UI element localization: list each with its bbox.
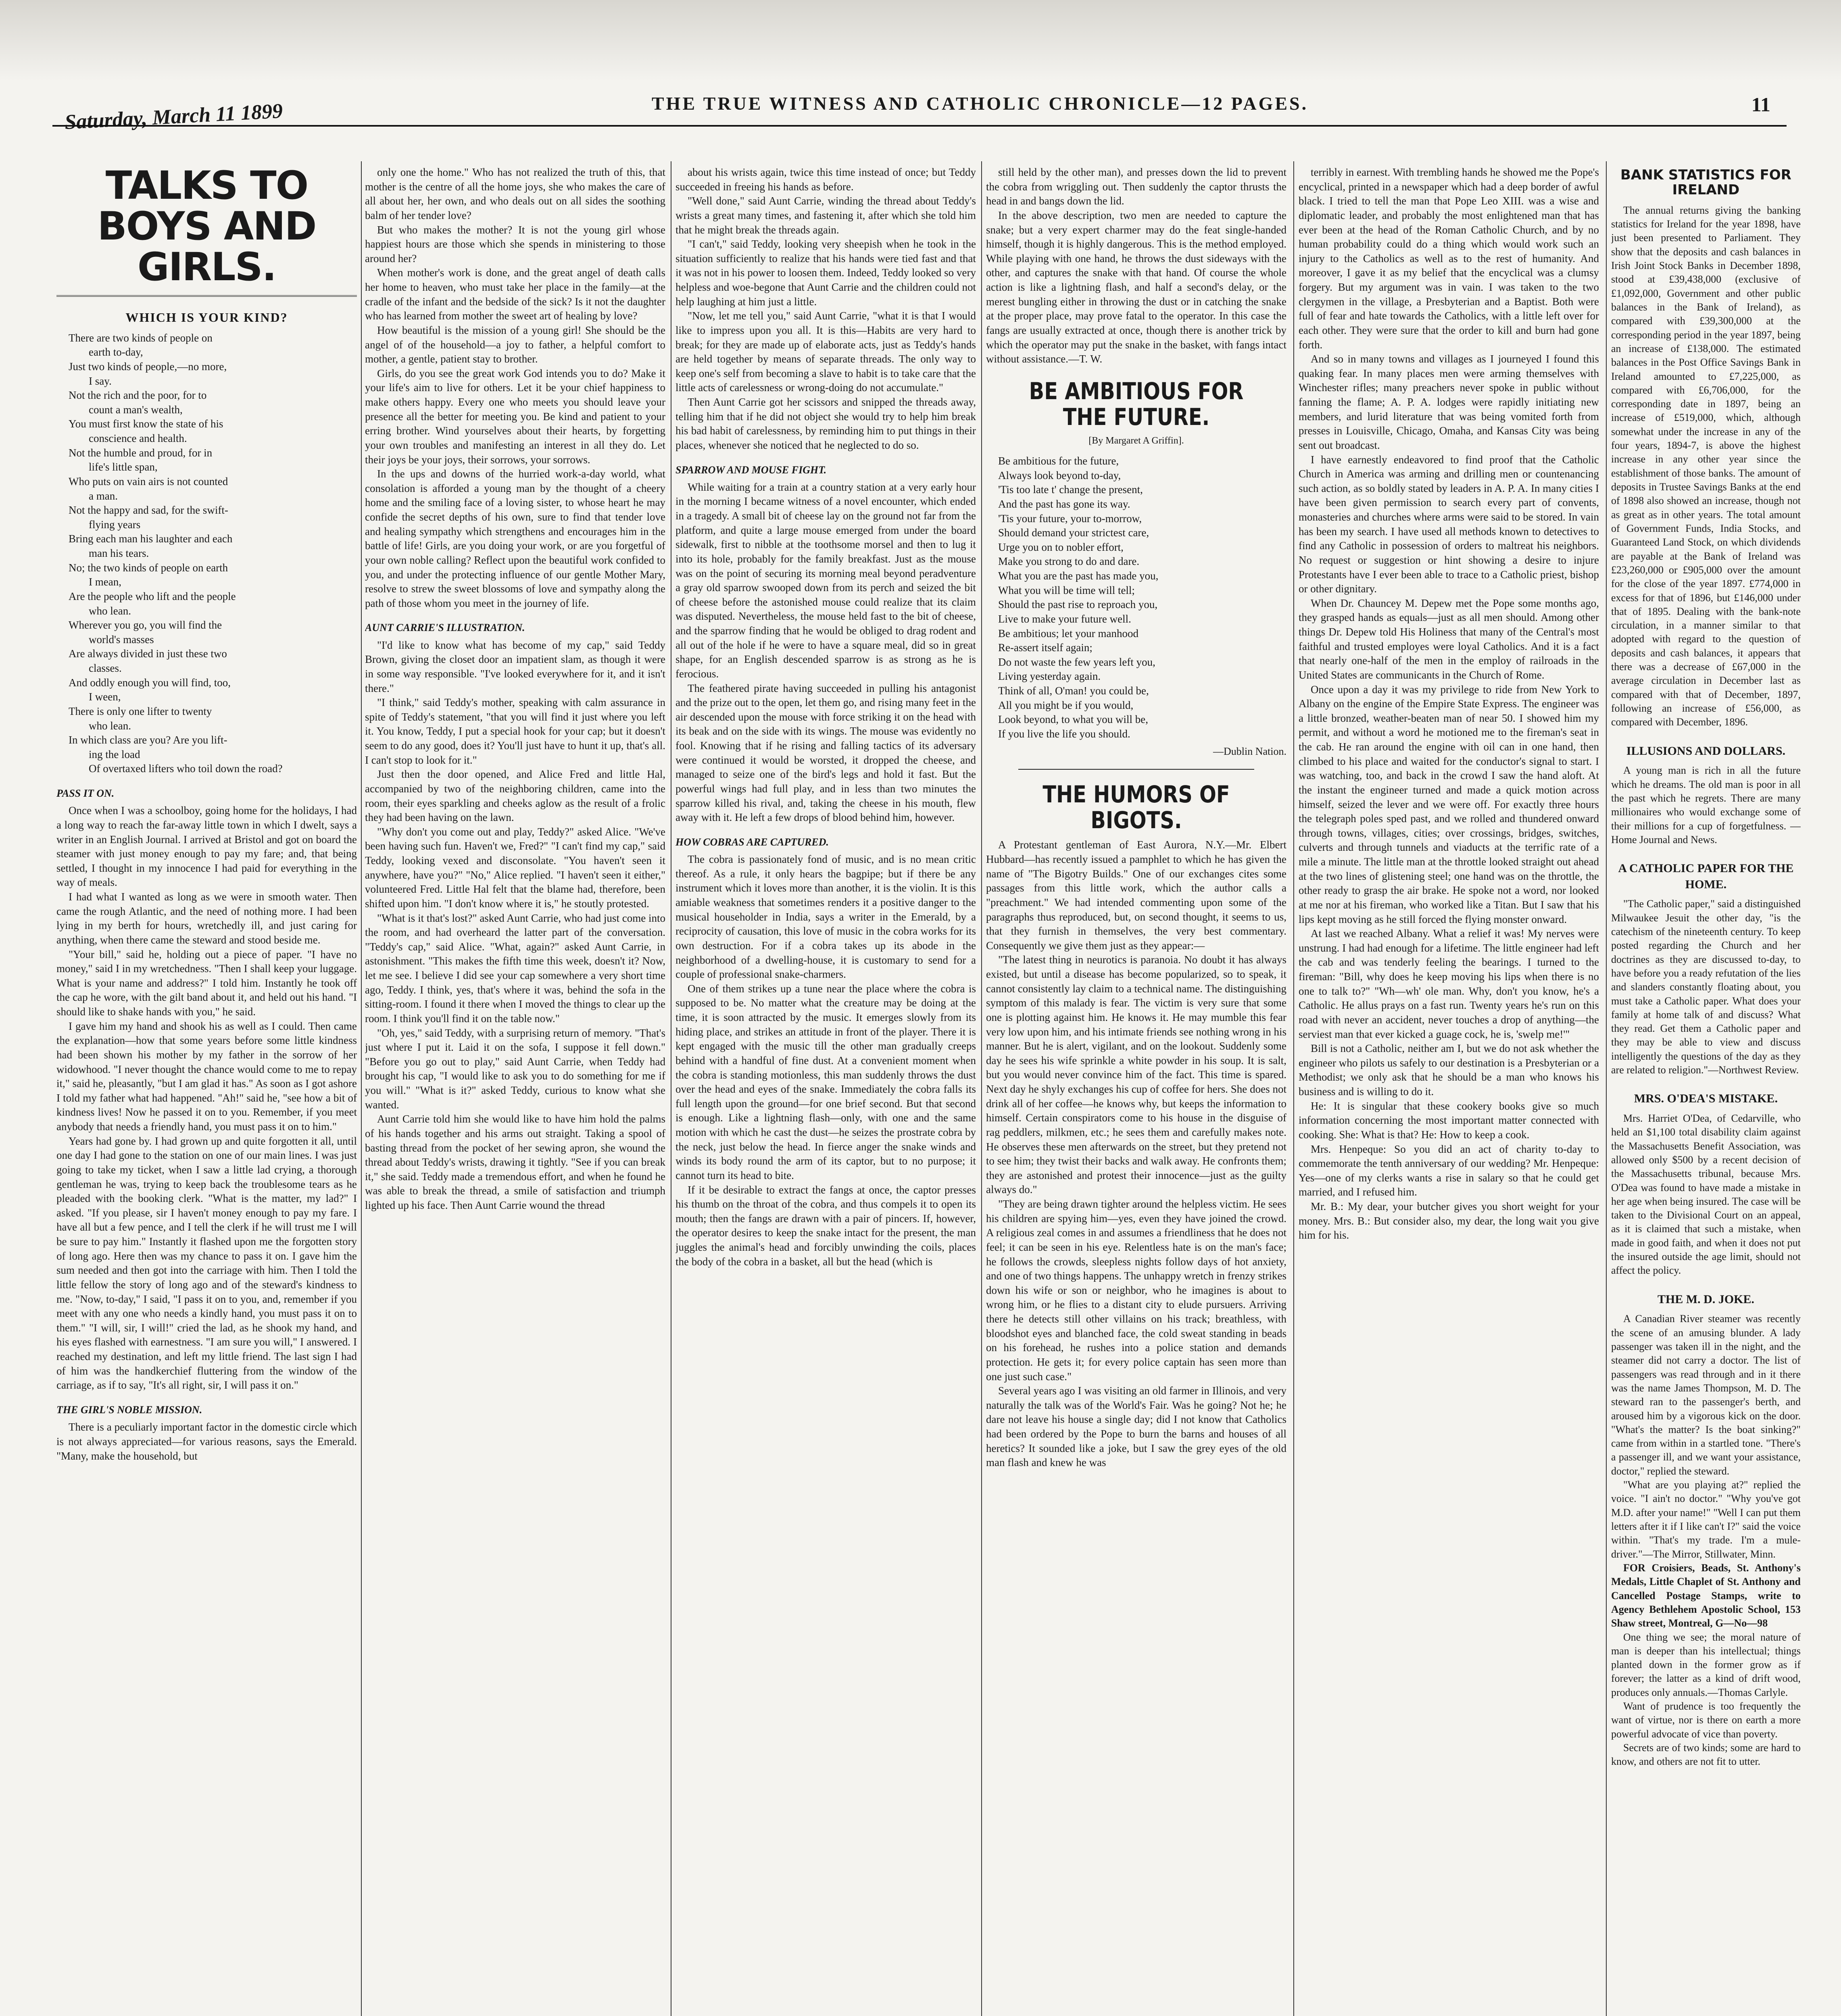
article-paragraph: The annual returns giving the banking statistics for Ireland for the year 1898, have just been presented to Parliament. They show that the deposits and cash balances in Irish Joint Stock Banks in December 1898, stood at £39,438,000 (exclusive of £1,092,000, Government and other public balances in the Bank of Ireland), as compared with £39,300,000 at the corresponding period in the year 1897, being an increase of £138,000. The estimated balances in the Post Office Savings Bank in Ireland amounted to £7,225,000, as compared with £6,706,000, for the corresponding date in 1897, being an increase of £519,000, which, although somewhat under the increase in any of the four years, 1894-7, is above the highest increase in any other year since the establishment of those banks. The amount of deposits in Trustee Savings Banks at the end of 1898 also showed an increase, though not as great as in other years. The total amount of Government Funds, India Stocks, and Guaranteed Land Stock, on which dividends are payable at the Bank of Ireland was £23,260,000 or £905,000 over the amount for the close of the year 1897. £774,000 in excess for that of 1896, but £146,000 under that of 1895. Dealing with the bank-note circulation, in a manner similar to that adopted with regard to the question of deposits and cash balances, it appears that there was a decrease of £67,000 in the average circulation in December last as compared with that of December, 1897, following an increase of £56,000, as compared with December, 1896.: [1611, 204, 1801, 728]
poem-line: Do not waste the few years left you,: [998, 656, 1155, 668]
article-paragraph: "I can't," said Teddy, looking very sheepish when he took in the situation sufficiently to realize that his hands were tied fast and that it was not in his power to loosen them. Indeed, Teddy looked so very helpless and woe-begone that Aunt Carrie and the children could not help laughing at him just a little.: [676, 238, 976, 308]
section-heading: THE GIRL'S NOBLE MISSION.: [56, 1404, 202, 1416]
article-paragraph: One thing we see; the moral nature of man is deeper than his intellectual; things planted down in the former grow as if forever; the latter as a kind of drift wood, produces only annuals.—Thomas Carlyle.: [1611, 1631, 1801, 1698]
poem-line: If you live the life you should.: [998, 727, 1130, 740]
poem-line: flying years: [89, 518, 141, 531]
section-heading: HOW COBRAS ARE CAPTURED.: [676, 836, 829, 848]
column-rule: [361, 161, 362, 2016]
article-paragraph: Bill is not a Catholic, neither am I, but we do not ask whether the engineer who pilots us safely to our destination is a Presbyterian or a Methodist; we only ask that he should be a man who knows his business and is willing to do it.: [1299, 1042, 1599, 1098]
poem-line: Of overtaxed lifters who toil down the road?: [89, 762, 283, 775]
article-paragraph: Secrets are of two kinds; some are hard to know, and others are not fit to utter.: [1611, 1742, 1801, 1768]
section-heading: AUNT CARRIE'S ILLUSTRATION.: [365, 622, 525, 634]
article-paragraph: "I think," said Teddy's mother, speaking with calm assurance in spite of Teddy's statement, "that you will find it just where you left it. You know, Teddy, I put a special hook for your cap; but it doesn't seem to do any good, does it? You'll just have to hunt it up, that's all. I can't stop to look for it.": [365, 696, 665, 766]
article-paragraph: terribly in earnest. With trembling hands he showed me the Pope's encyclical, printed in a newspaper which had a deep border of awful black. I tried to tell the man that Pope Leo XIII. was a wise and diplomatic leader, and probably the most enlightened man that has ever been at the head of the Roman Catholic Church, and by no human probability could do a thing which would work such an injury to the Catholics as well as to the rest of humanity. And moreover, I gave it as my belief that the encyclical was a clumsy forgery. But my argument was in vain. I was taken to the two clergymen in the village, a Presbyterian and a Baptist. Both were full of fear and hate towards the Catholics, with a little left over for each other. They were sure that the order to kill and burn had gone forth.: [1299, 166, 1599, 351]
column-1: [56, 165, 357, 2016]
poem-line: Make you strong to do and dare.: [998, 555, 1140, 568]
poem-line: Wherever you go, you will find the: [69, 619, 222, 631]
article-paragraph: "They are being drawn tighter around the helpless victim. He sees his children are spying him—yes, even they have joined the crowd. A religious zeal comes in and assumes a friendliness that he does not feel; it can be seen in his eye. Relentless hate is on the man's face; he follows the crowds, sleepless nights follow days of hot anxiety, and one of two things happens. The unhappy wretch in frenzy strikes down his wife or son or neighbor, who he imagines is about to wrong him, or he flies to a distant city to elude pursuers. Arriving there he detects still other villains on his track; breathless, with bloodshot eyes and blanched face, the cold sweat standing in beads on his forehead, he rushes into a police station and demands protection. He gets it; for every police captain has seen more than one just such case.": [986, 1198, 1286, 1383]
article-paragraph: "The Catholic paper," said a distinguished Milwaukee Jesuit the other day, "is the catechism of the nineteenth century. To keep posted regarding the Church and her doctrines as they are discussed to-day, to have before you a ready refutation of the lies and slanders constantly floating about, you must take a Catholic paper. What does your family at home talk of and discuss? What they read. Get them a Catholic paper and they may be able to view and discuss intelligently the questions of the day as they are related to religion."—Northwest Review.: [1611, 898, 1801, 1076]
poem-line: count a man's wealth,: [89, 403, 183, 416]
poem-line: 'Tis too late t' change the present,: [998, 483, 1143, 496]
poem-line: There are two kinds of people on: [69, 331, 213, 344]
poem-line: Re-assert itself again;: [998, 641, 1093, 654]
bank-statistics-headline: BANK STATISTICS FOR IRELAND: [1620, 167, 1791, 198]
poem-line: Look beyond, to what you will be,: [998, 713, 1148, 726]
poem-line: 'Tis your future, your to-morrow,: [998, 512, 1142, 525]
poem-line: What you will be time will tell;: [998, 584, 1135, 596]
poem-line: man his tears.: [89, 547, 149, 559]
poem-which-kind: [56, 331, 357, 776]
poem-line: who lean.: [89, 719, 131, 732]
article-paragraph: Aunt Carrie told him she would like to have him hold the palms of his hands together and his arms out straight. Taking a spool of basting thread from the pocket of her sewing apron, she wound the thread about Teddy's wrists, drawing it tightly. "See if you can break it," she said. Teddy made a tremendous effort, and when he found he was able to break the thread, a smile of satisfaction and triumph lighted up his face. Then Aunt Carrie wound the thread: [365, 1113, 665, 1212]
poem-line: Be ambitious for the future,: [998, 455, 1119, 467]
divider: [1018, 769, 1254, 770]
poem-line: Bring each man his laughter and each: [69, 533, 233, 545]
article-paragraph: still held by the other man), and presses down the lid to prevent the cobra from wriggling out. Then suddenly the captor thrusts the head in and bangs down the lid.: [986, 166, 1286, 207]
poem-line: Think of all, O'man! you could be,: [998, 685, 1149, 697]
article-paragraph: I had what I wanted as long as we were in smooth water. Then came the rough Atlantic, and the need of nothing more. I had been lying in my berth for hours, wretchedly ill, and just caring for anything, when there came the steward and stood beside me.: [56, 891, 357, 946]
article-paragraph: "Well done," said Aunt Carrie, winding the thread about Teddy's wrists a great many times, and fastening it, after which she told him that he might break the threads again.: [676, 195, 976, 236]
article-paragraph: Several years ago I was visiting an old farmer in Illinois, and very naturally the talk was of the World's Fair. Was he going? Not he; he dare not leave his house a single day; did I not know that Catholics had been ordered by the Pope to burn the barns and houses of all heretics? It sounded like a joke, but I saw the grey eyes of the old man flash and knew he was: [986, 1385, 1286, 1469]
column-4: [986, 165, 1286, 2016]
advertisement: FOR Croisiers, Beads, St. Anthony's Medals, Little Chaplet of St. Anthony and Cancelled Postage Stamps, write to Agency Bethlehem Apostolic School, 153 Shaw street, Montreal, G—No—98: [1611, 1562, 1801, 1629]
article-paragraph: "Oh, yes," said Teddy, with a surprising return of memory. "That's just where I put it. Laid it on the sofa, I suppose it fell down." "Before you go out to play," said Aunt Carrie, when Teddy had brought his cap, "I would like to ask you to do something for me if you will." "What is it?" asked Teddy, curious to know what she wanted.: [365, 1027, 665, 1111]
poem-line: Always look beyond to-day,: [998, 469, 1121, 481]
catholic-paper-headline: A CATHOLIC PAPER FOR THE HOME.: [1618, 862, 1794, 891]
article-paragraph: He: It is singular that these cookery books give so much information concerning the most important matter connected with cooking. She: What is that? He: How to keep a cook.: [1299, 1100, 1599, 1141]
masthead-rule: [52, 125, 1787, 127]
section-heading: SPARROW AND MOUSE FIGHT.: [676, 464, 827, 476]
poem-line: Not the happy and sad, for the swift-: [69, 504, 228, 516]
column-6: [1611, 165, 1801, 2016]
poem-line: I mean,: [89, 576, 121, 588]
poem-line: a man.: [89, 489, 118, 502]
article-paragraph: I gave him my hand and shook his as well as I could. Then came the explanation—how that some years before some little kindness had been shown his mother by my father in the sorrow of her widowhood. "I never thought the chance would come to me to repay it," said he, pleasantly, "but I am glad it has." As soon as I got ashore I told my father what had happened. "Ah!" said he, "see how a bit of kindness lives! Now he passed it on to you. Remember, if you meet anybody that needs a friendly hand, you must pass it on to him.": [56, 1020, 357, 1133]
column-5: [1299, 165, 1599, 2016]
article-paragraph: One of them strikes up a tune near the place where the cobra is supposed to be. No matter what the creature may be doing at the time, it is soon attracted by the music. It emerges slowly from its hiding place, and strikes an attitude in front of the player. There it is kept engaged with the music till the other man gradually creeps behind with a handful of fine dust. At a convenient moment when the cobra is standing motionless, this man suddenly throws the dust over the head and eyes of the snake. Immediately the cobra falls its full length upon the ground—for one brief second. But that second is enough. Like a lightning flash—only, with one and the same motion with which he cast the dust—he seizes the prostrate cobra by the neck, just below the head. In fierce anger the snake winds and winds its body round the arm of its captor, but to no purpose; it cannot turn its head to bite.: [676, 982, 976, 1181]
article-paragraph: only one the home." Who has not realized the truth of this, that mother is the centre of all the home joys, she who makes the care of all about her, her own, and who deals out on all sides the soothing balm of her tender love?: [365, 166, 665, 221]
article-paragraph: Once upon a day it was my privilege to ride from New York to Albany on the engine of the Empire State Express. The engineer was a little bronzed, weather-beaten man of near 50. I showed him my permit, and without a word he motioned me to the fireman's seat in the cab. He ran around the engine with oil can in one hand, then climbed to his place and waited for the conductor's signal to start. I was watching, too, and back in the crowd I saw the hand aloft. At the instant the engineer turned and made a quick motion across himself, seized the lever and we were off. For exactly three hours the telegraph poles sped past, and we rolled and thundered onward through towns, villages, cities; over crossings, bridges, switches, culverts and through tunnels and viaducts at the terrific rate of a mile a minute. The little man at the throttle looked straight out ahead at the two lines of glistening steel; one hand was on the throttle, the other ready to grasp the air brake. He spoke not a word, nor looked at me nor at his fireman, who worked like a Titan. But I saw that his lips kept moving as he still forced the flying monster onward.: [1299, 683, 1599, 925]
poem-line: Be ambitious; let your manhood: [998, 627, 1138, 639]
poem-line: Not the rich and the poor, for to: [69, 389, 207, 402]
article-paragraph: "I'd like to know what has become of my cap," said Teddy Brown, giving the closet door an impatient slam, as though it were in some way responsible. "I've looked everywhere for it, and it isn't there.": [365, 639, 665, 694]
article-paragraph: "Now, let me tell you," said Aunt Carrie, "what it is that I would like to impress upon you all. It is this—Habits are very hard to break; for they are made up of elaborate acts, just as Teddy's hands are held together by means of separate threads. The only way to keep one's self from becoming a slave to habit is to take care that the little acts of carelessness or wrong-doing do not accumulate.": [676, 310, 976, 394]
poem-line: conscience and health.: [89, 432, 187, 444]
poem-line: Are always divided in just these two: [69, 648, 227, 660]
article-paragraph: Want of prudence is too frequently the want of virtue, nor is there on earth a more powerful advocate of vice than poverty.: [1611, 1700, 1801, 1740]
page-top-edge: [0, 0, 1841, 81]
poem-byline: [By Margaret A Griffin].: [1088, 435, 1184, 446]
poem-line: What you are the past has made you,: [998, 570, 1159, 582]
poem-line: All you might be if you would,: [998, 699, 1134, 711]
poem-line: I say.: [89, 375, 112, 387]
poem-line: Just two kinds of people,—no more,: [69, 360, 227, 373]
article-paragraph: Just then the door opened, and Alice Fred and little Hal, accompanied by two of the neighboring children, came into the room, their eyes sparkling and cheeks aglow as the result of a frolic they had been having on the lawn.: [365, 768, 665, 824]
page-number: 11: [1751, 93, 1770, 116]
article-paragraph: Mrs. Henpeque: So you did an act of charity to-day to commemorate the tenth anniversary of our wedding? Mr. Henpeque: Yes—one of my clerks wants a rise in salary so that he could get married, and I refused him.: [1299, 1143, 1599, 1198]
column-rule: [981, 161, 982, 2016]
column-rule: [1606, 161, 1607, 2016]
poem-be-ambitious: [986, 454, 1286, 741]
issue-date: Saturday, March 11 1899: [64, 99, 284, 134]
poem-line: who lean.: [89, 604, 131, 617]
masthead: [52, 89, 1787, 149]
poem-line: classes.: [89, 662, 122, 674]
article-paragraph: But who makes the mother? It is not the young girl whose happiest hours are those which she spends in ministering to those around her?: [365, 223, 665, 264]
be-ambitious-headline: BE AMBITIOUS FOR THE FUTURE.: [1029, 377, 1244, 431]
article-paragraph: The feathered pirate having succeeded in pulling his antagonist and the prize out to the open, let them go, and rising many feet in the air descended upon the mouse with force striking it on the head with its beak and on the side with its wings. The mouse was evidently no fool. Knowing that if he rising and falling tactics of its adversary were continued it would be worsted, it dropped the cheese, and managed to seize one of the bird's legs and hold it fast. But the powerful wings had full play, and in less than two minutes the sparrow killed his rival, and, taking the cheese in his mouth, flew away with it. He left a few drops of blood behind him, however.: [676, 682, 976, 824]
article-paragraph: In the above description, two men are needed to capture the snake; but a very expert charmer may do the feat single-handed himself, though it is highly dangerous. This is the method employed. While playing with one hand, he throws the dust sideways with the other, and captures the snake with that hand. Of course the whole action is like a lightning flash, and half a second's delay, or the merest bungling either in throwing the dust or in catching the snake at the proper place, may prove fatal to the operator. In this case the fangs are usually extracted at once, though there is another trick by which the operator may put the snake in the basket, with fangs intact without assistance.—T. W.: [986, 209, 1286, 365]
poem-line: Should demand your strictest care,: [998, 527, 1149, 539]
article-paragraph: "Why don't you come out and play, Teddy?" asked Alice. "We've been having such fun. Haven't we, Fred?" "I can't find my cap," said Teddy, looking vexed and disconsolate. "You haven't seen it anywhere, have you?" "No," Alice replied. "I haven't seen it either," volunteered Fred. Little Hal felt that the blame had, therefore, been shifted upon him. "I don't know where it is," he stoutly protested.: [365, 825, 665, 910]
article-paragraph: "What are you playing at?" replied the voice. "I ain't no doctor." "Why you've got M.D. after your name!" "Well I can put them letters after it if I like can't I?" said the voice within. "That's my trade. I'm a mule-driver."—The Mirror, Stillwater, Minn.: [1611, 1479, 1801, 1560]
article-paragraph: When Dr. Chauncey M. Depew met the Pope some months ago, they grasped hands as equals—just as all men should. Among other things Dr. Depew told His Holiness that many of the Central's most faithful and trusted employes were loyal Catholics. And it is a fact that nearly one-half of the men in the employ of railroads in the United States are communicants in the Church of Rome.: [1299, 597, 1599, 681]
poem-source: —Dublin Nation.: [1213, 745, 1286, 757]
article-paragraph: Girls, do you see the great work God intends you to do? Make it your life's aim to live for others. Let it be your chief happiness to make others happy. Every one who meets you should leave your presence all the better for meeting you. Be kind and patient to your erring brother. Wind yourselves about their hearts, by forgetting your own troubles and manifesting an interest in all they do. Let their joys be your joys, their sorrows, your sorrows.: [365, 367, 665, 466]
article-paragraph: Once when I was a schoolboy, going home for the holidays, I had a long way to reach the far-away little town in which I dwelt, says a writer in an English Journal. I arrived at Bristol and got on board the steamer with just money enough to pay my fare; and, that being settled, I thought in my innocence I had paid for everything in the way of meals.: [56, 804, 357, 889]
article-paragraph: There is a peculiarly important factor in the domestic circle which is not always appreciated—for various reasons, says the Emerald. "Many, make the household, but: [56, 1421, 357, 1462]
poem-line: Should the past rise to reproach you,: [998, 598, 1158, 611]
article-paragraph: And so in many towns and villages as I journeyed I found this quaking fear. In many places men were arming themselves with Winchester rifles; many preachers never spoke in public without fanning the flame; A. P. A. lodges were rapidly initiating new members, and lurid literature that was being vomited forth from presses in Louisville, Chicago, Omaha, and Kansas City was being sent out broadcast.: [1299, 353, 1599, 451]
column-3: [676, 165, 976, 2016]
poem-title: WHICH IS YOUR KIND?: [125, 310, 288, 325]
article-paragraph: When mother's work is done, and the great angel of death calls her home to heaven, who must take her place in the family—at the cradle of the infant and the bedside of the sick? Is it not the daughter who has learned from mother the sweet art of healing by love?: [365, 267, 665, 322]
article-paragraph: I have earnestly endeavored to find proof that the Catholic Church in America was arming and drilling men or countenancing such action, as so boldly stated by leaders in A. P. A. In many cities I have been given permission to search every part of convents, monasteries and churches where arms were said to be stored. In vain has been my search. I have used all methods known to detectives to find any Catholic in possession of orders to maltreat his neighbors. No request or suggestion or hint showing a desire to injure Protestants have I ever been able to trace to a Catholic priest, bishop or other dignitary.: [1299, 453, 1599, 595]
paper-title: THE TRUE WITNESS AND CATHOLIC CHRONICLE—12 PAGES.: [651, 93, 1309, 114]
poem-line: I ween,: [89, 691, 121, 703]
poem-line: Live to make your future well.: [998, 612, 1131, 625]
poem-line: And oddly enough you will find, too,: [69, 676, 231, 689]
column-rule: [1293, 161, 1294, 2016]
poem-line: You must first know the state of his: [69, 418, 223, 430]
md-joke-headline: THE M. D. JOKE.: [1657, 1292, 1754, 1306]
article-paragraph: "Your bill," said he, holding out a piece of paper. "I have no money," said I in my wretchedness. "Then I shall keep your luggage. What is your name and address?" I told him. Instantly he took off the cap he wore, with the gilt band about it, and held out his hand. "I should like to shake hands with you," he said.: [56, 948, 357, 1018]
article-paragraph: How beautiful is the mission of a young girl! She should be the angel of of the household—a joy to father, a helpful comfort to mother, a gentle, patient stay to brother.: [365, 324, 665, 365]
article-paragraph: "What is it that's lost?" asked Aunt Carrie, who had just come into the room, and had overheard the latter part of the conversation. "Teddy's cap," said Alice. "What, again?" asked Aunt Carrie, in astonishment. "This makes the fifth time this week, doesn't it? Now, let me see. I believe I did see your cap somewhere a very short time ago, Teddy. I think, yes, that's where it was, behind the sofa in the sitting-room. I found it there when I moved the things to clear up the room. I think you'll find it on the table now.": [365, 912, 665, 1025]
poem-line: No; the two kinds of people on earth: [69, 561, 228, 574]
article-paragraph: At last we reached Albany. What a relief it was! My nerves were unstrung. I had had enough for a lifetime. The little engineer had left the cab and was tenderly feeling the bearings. I turned to the fireman: "Bill, why does he keep moving his lips when there is no one to talk to?" "Wh—wh' ole man. Why, don't you know, he's a Catholic. He allus prays on a fast run. Twenty years he's run on this road with never an accident, never touches a drop of anything—the serviest man that ever kicked a guage cock, he is, 'swelp me!'": [1299, 927, 1599, 1040]
poem-line: life's little span,: [89, 461, 158, 473]
section-heading: PASS IT ON.: [56, 787, 115, 799]
poem-line: Who puts on vain airs is not counted: [69, 475, 228, 487]
article-paragraph: Then Aunt Carrie got her scissors and snipped the threads away, telling him that if he did not object she would try to help him break his bad habit of carelessness, by reminding him to put things in their places, whenever she noticed that he neglected to do so.: [676, 396, 976, 451]
article-paragraph: about his wrists again, twice this time instead of once; but Teddy succeeded in freeing his hands as before.: [676, 166, 976, 193]
humors-headline: THE HUMORS OF BIGOTS.: [1042, 780, 1230, 834]
article-paragraph: While waiting for a train at a country station at a very early hour in the morning I became witness of a novel encounter, which ended in a tragedy. A small bit of cheese lay on the ground not far from the platform, and quite a large mouse emerged from under the board sidewalk, first to nibble at the toothsome morsel and then to lug it into its hole, probably for the family breakfast. Just as the mouse was on the point of securing its morning meal beyond peradventure a gray old sparrow swooped down from its perch and seized the bit of cheese before the astonished mouse could realize that its claim was disputed. Nevertheless, the mouse held fast to the bit of cheese, and the sparrow finding that he would be obliged to drag rodent and all out of the hole if he were to have a square meal, did so in great shape, for an English descended sparrow is as strong as he is ferocious.: [676, 481, 976, 680]
article-paragraph: "The latest thing in neurotics is paranoia. No doubt it has always existed, but until a disease has become popularized, so to speak, it cannot consistently lay claim to a technical name. The distinguishing symptom of this malady is fear. The victim is very sure that some one is plotting against him. He knows it. He may mumble this fear very low upon him, and his intimate friends see nothing wrong in his manner. But he is alert, vigilant, and on the lookout. Suddenly some day he sees his wife sprinkle a white powder in his soup. It is salt, but you would never convince him of the fact. This time is spared. Next day he shyly exchanges his cup of coffee for hers. She does not drink all of her coffee—he knows why, but keeps the information to himself. Certain conspirators come to his house in the disguise of rag peddlers, milkmen, etc.; he sees them and carefully makes note. He observes these men afterwards on the street, but they pretend not to see him; they twist their backs and walk away. He confronts them; they are astonished and protest their innocence—just as the guilty always do.": [986, 954, 1286, 1196]
article-paragraph: A Protestant gentleman of East Aurora, N.Y.—Mr. Elbert Hubbard—has recently issued a pamphlet to which he has given the name of "The Bigotry Builds." One of our exchanges cites some passages from this little work, which the author calls a "preachment." We had intended commenting upon some of the paragraphs thus reproduced, but, on second thought, it seems to us, that they furnish in themselves, the very best commentary. Consequently we give them just as they appear:—: [986, 839, 1286, 952]
article-paragraph: If it be desirable to extract the fangs at once, the captor presses his thumb on the throat of the cobra, and thus compels it to open its mouth; then the fangs are drawn with a pair of pincers. If, however, the operator desires to keep the snake intact for the present, the man juggles the animal's head and forcibly unwinding the coils, places the body of the cobra in a basket, all but the head (which is: [676, 1183, 976, 1268]
column-2: [365, 165, 665, 2016]
article-paragraph: Years had gone by. I had grown up and quite forgotten it all, until one day I had gone to the station on one of our main lines. I was just going to take my ticket, when I saw a little lad crying, a thorough gentleman he was, trying to keep back the troublesome tears as he pleaded with the booking clerk. "What is the matter, my lad?" I asked. "If you please, sir I haven't money enough to pay my fare. I have all but a few pence, and I tell the clerk if he will trust me I will be sure to pay him." Instantly it flashed upon me the forgotten story of long ago. Here then was my chance to pass it on. I gave him the sum needed and then got into the carriage with him. Then I told the little fellow the story of long ago and of the steward's kindness to me. "Now, to-day," I said, "I pass it on to you, and, remember if you meet with any one who needs a kindly hand, you must pass it on to them." "I will, sir, I will!" cried the lad, as he shook my hand, and his eyes flashed with earnestness. "I am sure you will," I answered. I reached my destination, and left my little friend. The last sign I had of him was the handkerchief fluttering from the window of the carriage, as if to say, "It's all right, sir, I will pass it on.": [56, 1135, 357, 1391]
poem-line: In which class are you? Are you lift-: [69, 734, 227, 746]
poem-line: ing the load: [89, 748, 140, 760]
article-paragraph: Mr. B.: My dear, your butcher gives you short weight for your money. Mrs. B.: But consider also, my dear, the long wait you give him for his.: [1299, 1200, 1599, 1241]
article-paragraph: In the ups and downs of the hurried work-a-day world, what consolation is afforded a young man by the thought of a cheery home and the smiling face of a loving sister, to whose heart he may confide the secret depths of his own, sure to find that tender love and healing sympathy which strengthens and encourages him in the battle of life! Girls, are you doing your work, or are you forgetful of your own noble calling? Reflect upon the beautiful work confided to you, and under the protecting influence of our gentle Mother Mary, resolve to strew the sweet blossoms of love and sympathy along the path of those whom you meet in the journey of life.: [365, 468, 665, 609]
article-paragraph: The cobra is passionately fond of music, and is no mean critic thereof. As a rule, it only hears the bagpipe; but if there be any instrument which it loves more than another, it is the violin. It is this amiable weakness that sometimes renders it a positive danger to the musical householder in India, says a writer in the Emerald, by a reciprocity of causation, this love of music in the cobra works for its own destruction. For if a cobra takes up its abode in the neighborhood of a dwelling-house, it is customary to send for a couple of professional snake-charmers.: [676, 853, 976, 981]
article-paragraph: Mrs. Harriet O'Dea, of Cedarville, who held an $1,100 total disability claim against the Massachusetts Benefit Association, was allowed only $500 by a recent decision of the Massachusetts tribunal, because Mrs. O'Dea was found to have made a mistake in her age when being insured. The case will be taken to the Divisional Court on an appeal, as it is claimed that such a mistake, when made in good faith, and when it does not put the insured outside the age limit, should not affect the policy.: [1611, 1112, 1801, 1277]
poem-line: There is only one lifter to twenty: [69, 705, 212, 717]
talks-headline: TALKS TO BOYS AND GIRLS.: [56, 165, 357, 297]
odea-headline: MRS. O'DEA'S MISTAKE.: [1634, 1092, 1778, 1106]
poem-line: Are the people who lift and the people: [69, 590, 236, 602]
poem-line: Living yesterday again.: [998, 670, 1101, 683]
article-paragraph: A Canadian River steamer was recently the scene of an amusing blunder. A lady passenger was taken ill in the night, and the steamer did not carry a doctor. The list of passengers was read through and in it there was the name James Thompson, M. D. The steward ran to the passenger's berth, and aroused him by a vigorous kick on the door. "What's the matter? Is the boat sinking?" came from within in a startled tone. "There's a passenger ill, and we want your assistance, doctor," replied the steward.: [1611, 1313, 1801, 1477]
poem-line: And the past has gone its way.: [998, 498, 1130, 510]
poem-line: earth to-day,: [89, 346, 143, 358]
poem-line: Not the humble and proud, for in: [69, 446, 213, 459]
poem-line: Urge you on to nobler effort,: [998, 541, 1124, 553]
illusions-headline: ILLUSIONS AND DOLLARS.: [1626, 744, 1786, 758]
article-paragraph: A young man is rich in all the future which he dreams. The old man is poor in all the past which he regrets. There are many millionaires who would exchange some of their millions for a cup of forgetfulness. —Home Journal and News.: [1611, 764, 1801, 846]
poem-line: world's masses: [89, 633, 154, 646]
